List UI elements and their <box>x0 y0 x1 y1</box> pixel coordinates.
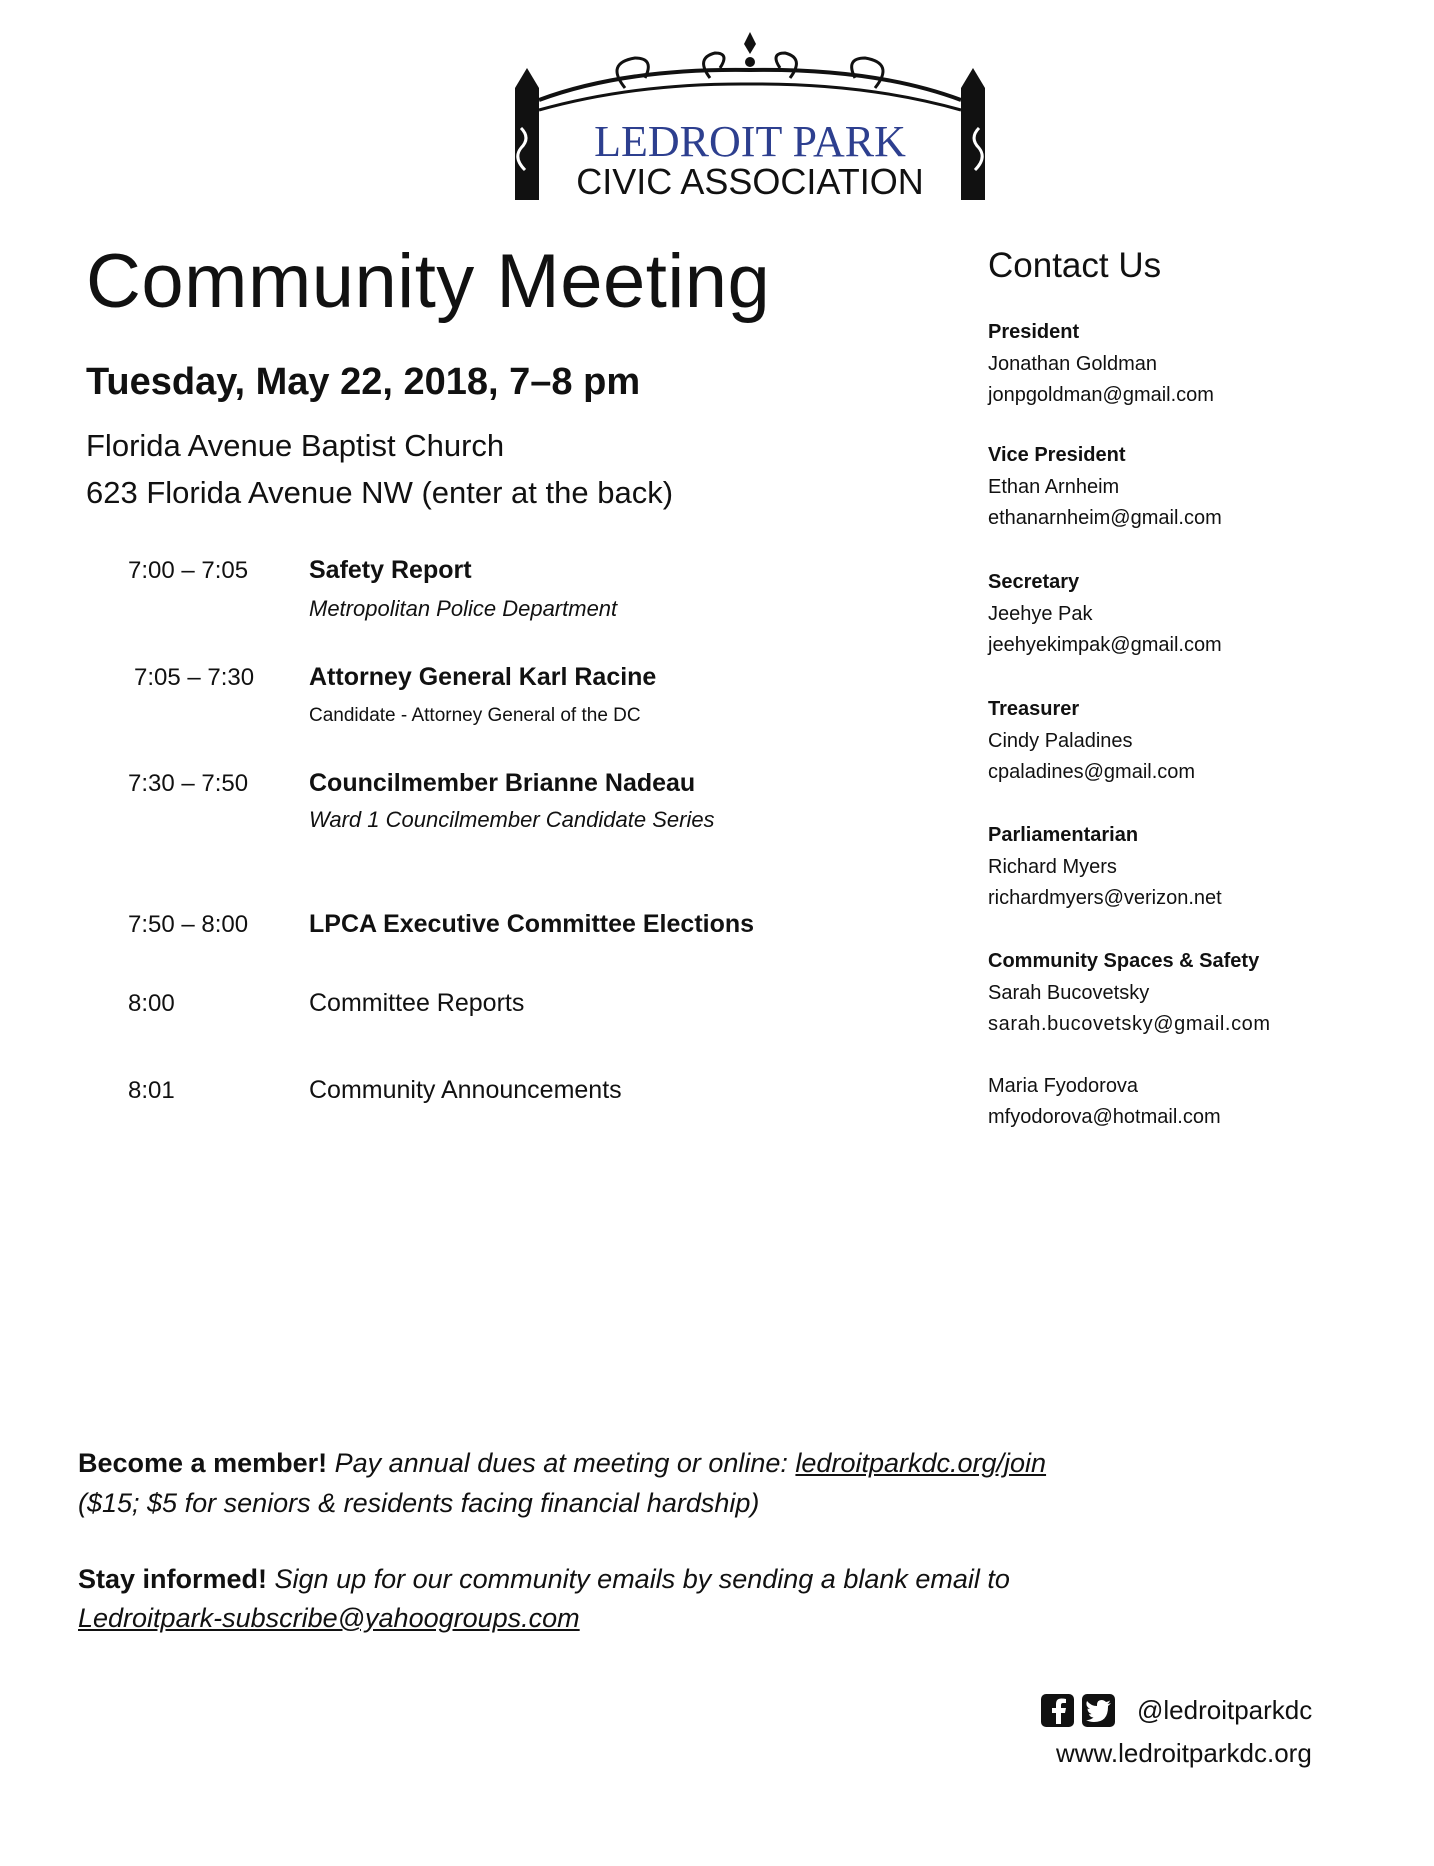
meeting-date: Tuesday, May 22, 2018, 7–8 pm <box>86 361 641 403</box>
contact-role: President <box>988 321 1080 343</box>
agenda-title: Attorney General Karl Racine <box>309 663 657 691</box>
venue <box>86 422 673 516</box>
agenda-title: Safety Report <box>309 556 472 584</box>
facebook-icon[interactable] <box>1041 1694 1074 1727</box>
join-link[interactable]: ledroitparkdc.org/join <box>795 1448 1047 1478</box>
contact-email[interactable]: cpaladines@gmail.com <box>988 761 1196 783</box>
member-text: Pay annual dues at meeting or online: <box>327 1448 796 1478</box>
informed-text: Sign up for our community emails by sending a blank email to <box>267 1564 1010 1594</box>
agenda-title: Committee Reports <box>309 989 525 1017</box>
website-link[interactable]: www.ledroitparkdc.org <box>1056 1738 1312 1768</box>
contact-role: Treasurer <box>988 698 1080 720</box>
informed-line <box>78 1564 1010 1595</box>
venue-address: 623 Florida Avenue NW (enter at the back) <box>86 475 674 510</box>
agenda-time: 7:30 – 7:50 <box>128 770 249 797</box>
social-handle[interactable]: @ledroitparkdc <box>1137 1695 1313 1725</box>
association-logo <box>505 28 995 203</box>
contact-role: Community Spaces & Safety <box>988 950 1260 972</box>
contact-email[interactable]: ethanarnheim@gmail.com <box>988 507 1222 529</box>
member-bold: Become a member! <box>78 1448 328 1478</box>
contact-role: Parliamentarian <box>988 824 1139 846</box>
contact-email[interactable]: sarah.bucovetsky@gmail.com <box>988 1013 1271 1035</box>
contact-name: Jeehye Pak <box>988 603 1093 625</box>
member-line <box>78 1448 1046 1479</box>
contact-email[interactable]: jonpgoldman@gmail.com <box>988 384 1214 406</box>
logo-line1: LEDROIT PARK <box>594 117 906 166</box>
gate-icon <box>505 28 995 203</box>
agenda-time: 8:01 <box>128 1077 175 1104</box>
subscribe-line <box>78 1603 580 1634</box>
twitter-icon[interactable] <box>1082 1694 1115 1727</box>
contact-heading: Contact Us <box>988 246 1162 285</box>
contact-name: Jonathan Goldman <box>988 353 1158 375</box>
contact-role: Secretary <box>988 571 1080 593</box>
agenda-time: 8:00 <box>128 990 175 1017</box>
agenda-title: Councilmember Brianne Nadeau <box>309 769 696 797</box>
contact-name: Ethan Arnheim <box>988 476 1120 498</box>
contact-name: Cindy Paladines <box>988 730 1133 752</box>
agenda-time: 7:00 – 7:05 <box>128 557 249 584</box>
contact-role: Vice President <box>988 444 1126 466</box>
page-title: Community Meeting <box>86 239 771 324</box>
agenda-title: LPCA Executive Committee Elections <box>309 910 755 938</box>
agenda-subtitle: Ward 1 Councilmember Candidate Series <box>309 807 715 832</box>
agenda-subtitle: Metropolitan Police Department <box>309 596 618 621</box>
agenda-title: Community Announcements <box>309 1076 622 1104</box>
agenda-subtitle: Candidate - Attorney General of the DC <box>309 705 641 726</box>
agenda-time: 7:50 – 8:00 <box>128 911 249 938</box>
subscribe-email-link[interactable]: Ledroitpark-subscribe@yahoogroups.com <box>78 1603 580 1633</box>
contact-email[interactable]: richardmyers@verizon.net <box>988 887 1222 909</box>
logo-line2: CIVIC ASSOCIATION <box>576 161 924 202</box>
informed-bold: Stay informed! <box>78 1564 268 1594</box>
contact-name: Richard Myers <box>988 856 1117 878</box>
venue-name: Florida Avenue Baptist Church <box>86 428 505 463</box>
contact-name: Maria Fyodorova <box>988 1075 1139 1097</box>
contact-email[interactable]: jeehyekimpak@gmail.com <box>988 634 1222 656</box>
agenda-time: 7:05 – 7:30 <box>134 664 255 691</box>
contact-name: Sarah Bucovetsky <box>988 982 1150 1004</box>
social-links <box>1041 1694 1312 1727</box>
member-note: ($15; $5 for seniors & residents facing financial hardship) <box>78 1488 760 1518</box>
contact-email[interactable]: mfyodorova@hotmail.com <box>988 1106 1221 1128</box>
